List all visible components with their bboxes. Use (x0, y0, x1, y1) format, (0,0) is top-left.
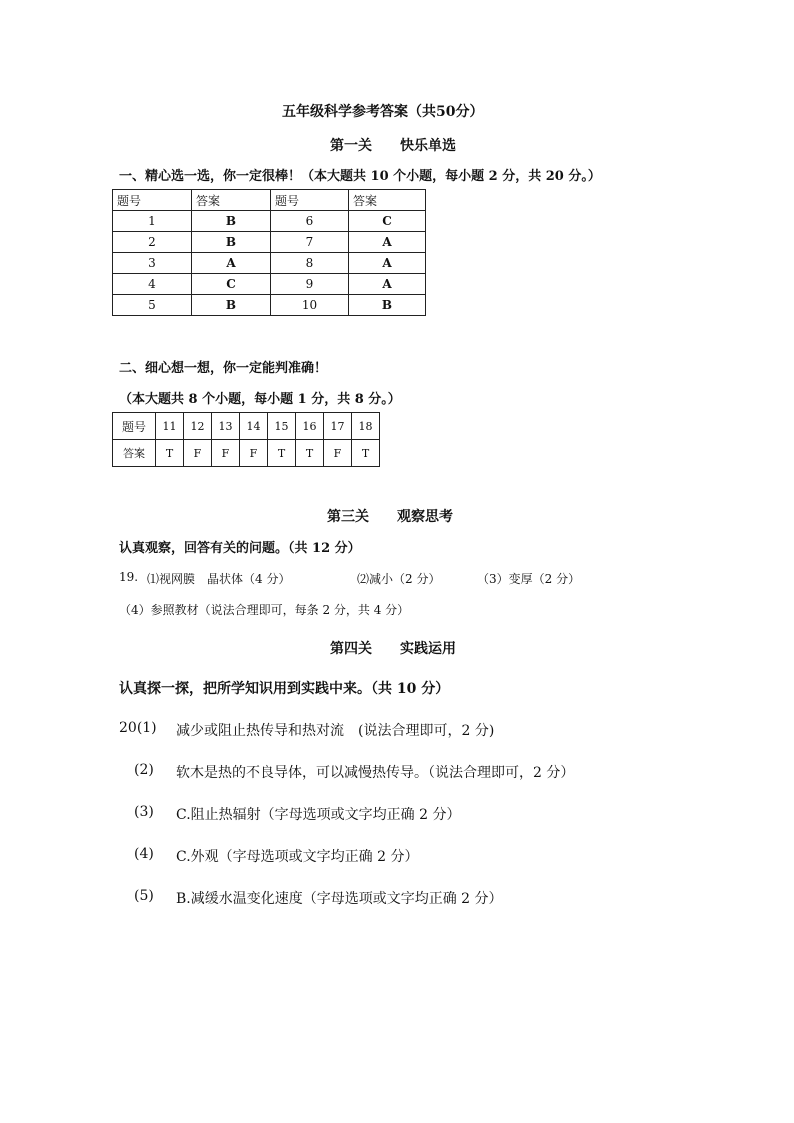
answer-cell: F (212, 440, 240, 467)
header-cell: 答案 (192, 190, 271, 211)
section-heading-part1: 第一关 快乐单选 (330, 138, 456, 154)
table-row (113, 232, 426, 253)
answer-cell: B (349, 295, 426, 316)
question-number: 15 (268, 413, 296, 440)
part2-instruction: （本大题共 8 个小题，每小题 1 分，共 8 分。） (119, 392, 401, 407)
answer-20-1-text: 减少或阻止热传导和热对流 (说法合理即可，2 分) (176, 723, 495, 739)
section-heading-part4: 第四关 实践运用 (330, 641, 456, 657)
answer-cell: F (240, 440, 268, 467)
question-number: 13 (212, 413, 240, 440)
question-number: 5 (113, 295, 192, 316)
answer-cell: A (349, 274, 426, 295)
part3-instruction: 认真观察，回答有关的问题。（共 12 分） (119, 541, 361, 556)
part2-heading: 二、细心想一想，你一定能判准确！ (119, 361, 328, 376)
answer-cell: B (192, 232, 271, 253)
answer-19-number: 19. (119, 570, 139, 584)
answer-table-true-false (112, 412, 380, 467)
answer-19-part1: ⑴视网膜 晶状体（4 分） (147, 572, 291, 586)
question-number: 10 (271, 295, 349, 316)
header-cell: 题号 (271, 190, 349, 211)
header-cell: 答案 (349, 190, 426, 211)
answer-cell: F (324, 440, 352, 467)
answer-cell: T (268, 440, 296, 467)
answer-20-1-number: 20(1) (119, 720, 157, 736)
answer-19-part2: ⑵减小（2 分） (357, 572, 441, 586)
question-number: 7 (271, 232, 349, 253)
question-number: 16 (296, 413, 324, 440)
answer-19-part4: （4）参照教材（说法合理即可，每条 2 分，共 4 分） (119, 603, 410, 617)
table-row (113, 274, 426, 295)
question-number: 11 (156, 413, 184, 440)
question-number: 17 (324, 413, 352, 440)
table-header-row (113, 190, 426, 211)
answer-cell: T (156, 440, 184, 467)
answer-20-2-number: (2) (134, 762, 154, 778)
question-number: 9 (271, 274, 349, 295)
table-row (113, 211, 426, 232)
table-row-answers (113, 440, 380, 467)
question-number: 3 (113, 253, 192, 274)
answer-20-3-number: (3) (134, 804, 154, 820)
answer-20-4-text: C.外观（字母选项或文字均正确 2 分） (176, 849, 419, 865)
answer-table-single-choice (112, 189, 426, 316)
question-number: 4 (113, 274, 192, 295)
question-number: 18 (352, 413, 380, 440)
table-row (113, 295, 426, 316)
answer-cell: T (296, 440, 324, 467)
answer-cell: B (192, 295, 271, 316)
answer-20-5-number: (5) (134, 888, 154, 904)
answer-cell: F (184, 440, 212, 467)
answer-cell: C (192, 274, 271, 295)
answer-20-3-text: C.阻止热辐射（字母选项或文字均正确 2 分） (176, 807, 461, 823)
question-number: 6 (271, 211, 349, 232)
page-title: 五年级科学参考答案（共50分） (282, 104, 484, 120)
header-cell: 题号 (113, 190, 192, 211)
question-number: 2 (113, 232, 192, 253)
question-number: 14 (240, 413, 268, 440)
row-label: 答案 (113, 440, 156, 467)
table-row (113, 253, 426, 274)
table-row-numbers (113, 413, 380, 440)
answer-20-2-text: 软木是热的不良导体，可以减慢热传导。（说法合理即可，2 分） (176, 765, 575, 781)
row-label: 题号 (113, 413, 156, 440)
part4-instruction: 认真探一探，把所学知识用到实践中来。（共 10 分） (119, 681, 450, 697)
question-number: 8 (271, 253, 349, 274)
question-number: 1 (113, 211, 192, 232)
answer-20-4-number: (4) (134, 846, 154, 862)
answer-cell: A (192, 253, 271, 274)
answer-cell: A (349, 232, 426, 253)
part1-instruction: 一、精心选一选，你一定很棒！（本大题共 10 个小题，每小题 2 分，共 20 分。） (119, 169, 601, 184)
section-heading-part3: 第三关 观察思考 (327, 509, 453, 525)
answer-20-5-text: B.减缓水温变化速度（字母选项或文字均正确 2 分） (176, 891, 503, 907)
answer-19-part3: （3）变厚（2 分） (477, 572, 581, 586)
answer-cell: T (352, 440, 380, 467)
answer-cell: B (192, 211, 271, 232)
answer-cell: C (349, 211, 426, 232)
question-number: 12 (184, 413, 212, 440)
answer-cell: A (349, 253, 426, 274)
